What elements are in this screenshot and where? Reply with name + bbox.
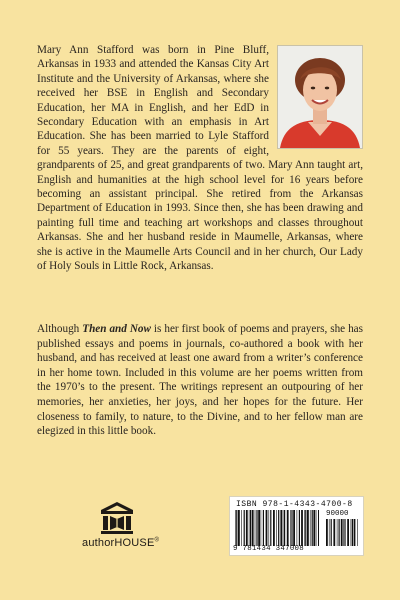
barcode-bar	[263, 510, 264, 546]
barcode-bar	[284, 510, 285, 546]
barcode-digits: 9 781434 347008	[233, 545, 305, 553]
barcode-bar	[326, 519, 328, 546]
barcode-bar	[256, 510, 257, 546]
barcode-bar	[291, 510, 292, 546]
barcode-bar	[269, 510, 270, 546]
barcode-bar	[283, 510, 284, 546]
about-after-title: is her first book of poems and prayers, she has published essays and poems in journals, co-authored a book with her husband, and has received at least one award from a writer’s conference in her home town. Included in this volume are her poems written from the 1970’s to the present. The writings represent an outpouring of her memories, her anxieties, her joys, and her hopes for the future. Her closeness to family, to nature, to the Divine, and to her fellow man are elegized in this little book.	[37, 323, 364, 438]
barcode-bar	[293, 510, 295, 546]
isbn-label: ISBN 978-1-4343-4700-8	[236, 500, 353, 509]
barcode-bar	[280, 510, 282, 546]
barcode-bar	[343, 519, 344, 546]
barcode-bar	[318, 510, 319, 546]
book-description	[37, 322, 363, 439]
barcode-bar	[297, 510, 298, 546]
book-house-icon	[98, 500, 136, 536]
price-code: 90000	[326, 510, 349, 518]
barcode-bar	[241, 510, 242, 546]
barcode-bar	[287, 510, 289, 546]
barcode-bar	[238, 510, 240, 546]
barcode-bar	[339, 519, 340, 546]
barcode-bar	[316, 510, 317, 546]
barcode-bar	[304, 510, 305, 546]
barcode-bar	[250, 510, 251, 546]
barcode-bar	[255, 510, 256, 546]
barcode-bar	[329, 519, 330, 546]
barcode-bar	[347, 519, 349, 546]
barcode-bar	[270, 510, 271, 546]
author-bio	[37, 43, 363, 274]
barcode-addon-bars	[326, 519, 358, 546]
barcode-bar	[307, 510, 309, 546]
barcode-bar	[246, 510, 248, 546]
barcode-bar	[261, 510, 262, 546]
barcode-bar	[337, 519, 338, 546]
barcode-bar	[273, 510, 275, 546]
barcode-bar	[236, 510, 237, 546]
barcode-bar	[351, 519, 352, 546]
barcode-bar	[333, 519, 335, 546]
barcode-bar	[290, 510, 291, 546]
about-before-title: Although	[37, 323, 83, 335]
barcode-bar	[252, 510, 254, 546]
barcode-bar	[244, 510, 245, 546]
author-photo	[277, 45, 363, 149]
barcode-bar	[310, 510, 311, 546]
publisher-name: authorHOUSE®	[82, 537, 160, 549]
barcode-bar	[301, 510, 303, 546]
barcode-bar	[278, 510, 279, 546]
barcode-bar	[312, 510, 313, 546]
barcode-bar	[276, 510, 277, 546]
barcode-bar	[305, 510, 306, 546]
barcode-bar	[299, 510, 300, 546]
barcode-bars	[235, 510, 319, 546]
barcode-bar	[352, 519, 353, 546]
publisher-logo	[82, 500, 160, 560]
bio-text: Mary Ann Stafford was born in Pine Bluff, Arkansas in 1933 and attended the Kansas City Art Institute and the University of Arkansas, where she received her BSE in English and Secondary Education, her MA in English, and her EdD in Secondary Education with an emphasis in Art Education. She has been married to Lyle Stafford for 55 years. They are the parents of eight, grandparents of 25, and great grandparents of two. Mary Ann taught art, English and humanities at the high school level for 16 years before becoming an assistant principal. She retired from the Arkansas Department of Education in 1993. Since then, she has been drawing and painting full time and teaching art workshops and classes throughout Arkansas. She and her husband reside in Maumelle, Arkansas, where she is active in the Maumelle Arts Council and in her church, Our Lady of Holy Souls in Little Rock, Arkansas.	[37, 44, 363, 273]
barcode-bar	[249, 510, 250, 546]
barcode-bar	[341, 519, 343, 546]
barcode-bar	[313, 510, 315, 546]
barcode-bar	[344, 519, 345, 546]
barcode-bar	[266, 510, 268, 546]
book-title: Then and Now	[82, 323, 151, 335]
barcode-bar	[331, 519, 332, 546]
barcode-bar	[354, 519, 356, 546]
barcode-bar	[235, 510, 236, 546]
barcode-bar	[258, 510, 260, 546]
barcode-bar	[357, 519, 358, 546]
isbn-barcode	[229, 496, 364, 556]
